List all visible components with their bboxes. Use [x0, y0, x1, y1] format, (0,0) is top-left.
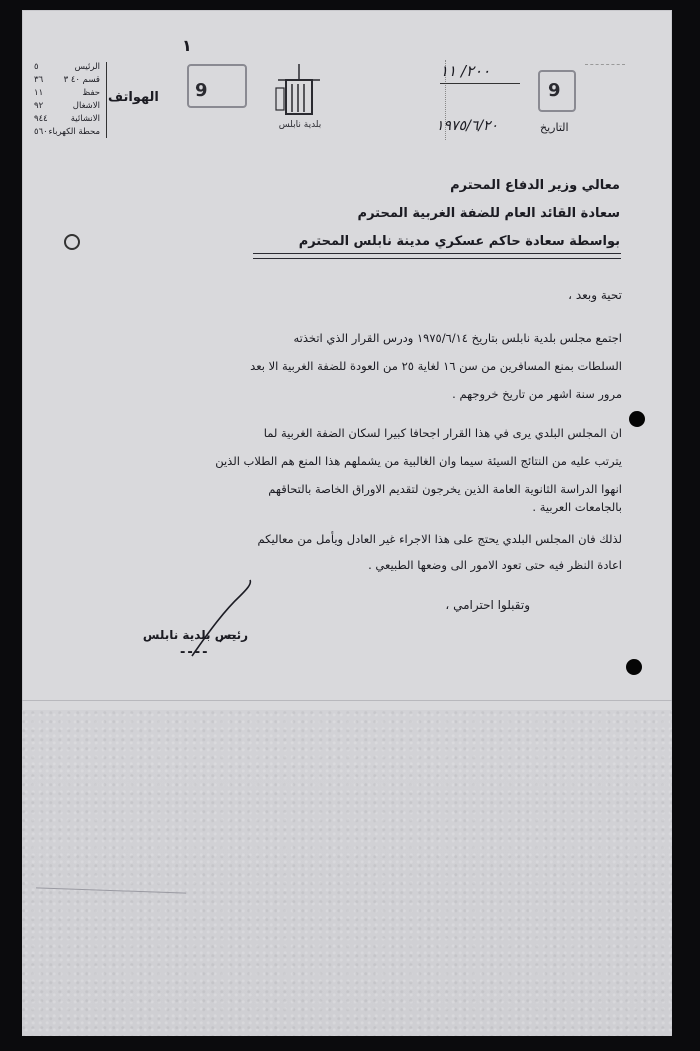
- logo-emblem-icon: [268, 62, 332, 132]
- paragraph-2-line-1: ان المجلس البلدي يرى في هذا القرار اجحافا كبيرا لسكان الضفة الغربية لما: [263, 426, 622, 440]
- phones-label: الهواتف: [108, 90, 159, 105]
- phone-row-label: محطة الكهرباء: [48, 127, 100, 137]
- addressee-line-1: معالي وزير الدفاع المحترم: [450, 178, 620, 193]
- phone-row-label: الانشائية: [70, 114, 100, 124]
- addressee-line-2: سعادة القائد العام للضفة الغربية المحترم: [357, 206, 620, 221]
- phone-row-number: ٥٦٠: [34, 127, 48, 137]
- phone-row-label: الاشغال: [72, 101, 100, 111]
- phone-row-label: حفظ: [82, 88, 100, 98]
- punch-hole-top: [629, 411, 645, 427]
- paragraph-2-line-3: انهوا الدراسة الثانوية العامة الذين يخرجون لتقديم الاوراق الخاصة بالتحاقهم: [268, 482, 622, 496]
- phone-row: [34, 75, 100, 88]
- phone-row-label: الرئيس: [74, 62, 100, 72]
- phone-row: [34, 88, 100, 101]
- signature-dashes: ----: [180, 645, 210, 660]
- phone-row-label: قسم ٤٠ ٣: [63, 75, 100, 85]
- lower-page-fold: [22, 700, 672, 701]
- stamp-box-right: [538, 70, 576, 112]
- addressee-underline-1: [253, 253, 621, 254]
- municipality-logo: [268, 62, 332, 132]
- date-label: التاريخ: [540, 121, 569, 134]
- paragraph-2-line-2: يترتب عليه من النتائج السيئة سيما وان الغالبية من يشملهم هذا المنع هم الطلاب الذين: [215, 454, 622, 468]
- phone-row-number: ١١: [34, 88, 44, 98]
- phone-row: [34, 101, 100, 114]
- date-value: ١٩٧٥/٦/٢٠: [436, 118, 499, 134]
- document-sheet: [22, 10, 672, 1036]
- phone-row-number: ٩٢: [34, 101, 44, 111]
- reference-number: ٢٠٠/ ١١: [440, 62, 491, 80]
- stamp-number-right: 9: [548, 80, 561, 101]
- svg-text:بلدية نابلس: بلدية نابلس: [278, 120, 322, 130]
- stamp-box-left: [187, 64, 247, 108]
- paragraph-2-line-4: بالجامعات العربية .: [532, 500, 622, 514]
- phone-directory: [34, 62, 100, 140]
- corner-mark: ١: [182, 36, 192, 55]
- greeting: تحية وبعد ،: [568, 288, 622, 302]
- phone-row-number: ٩٤٤: [34, 114, 48, 124]
- addressee-underline-2: [253, 258, 621, 259]
- punch-hole-bottom: [626, 659, 642, 675]
- phone-row: [34, 62, 100, 75]
- phone-list: [34, 62, 100, 140]
- dotted-mark: [585, 64, 625, 81]
- stamp-number-left: 9: [195, 80, 208, 101]
- phone-row-number: ٥: [34, 62, 39, 72]
- phone-row-number: ٣٦: [34, 75, 44, 85]
- closing: وتقبلوا احترامي ،: [445, 598, 530, 612]
- phone-row: [34, 114, 100, 127]
- paragraph-1-line-3: مرور سنة اشهر من تاريخ خروجهم .: [452, 387, 622, 401]
- paragraph-3-line-2: اعادة النظر فيه حتى تعود الامور الى وضعها الطبيعي .: [368, 558, 622, 572]
- phone-bracket: [101, 62, 107, 138]
- circle-mark: [64, 234, 80, 250]
- paragraph-1-line-2: السلطات بمنع المسافرين من سن ١٦ لغاية ٢٥ من العودة للضفة الغربية الا بعد: [250, 359, 622, 373]
- paragraph-1-line-1: اجتمع مجلس بلدية نابلس بتاريخ ١٩٧٥/٦/١٤ ودرس القرار الذي اتخذته: [293, 331, 622, 345]
- paragraph-3-line-1: لذلك فان المجلس البلدي يحتج على هذا الاجراء غير العادل ويأمل من معاليكم: [257, 532, 622, 546]
- phone-row: [34, 127, 100, 140]
- addressee-line-3: بواسطة سعادة حاكم عسكري مدينة نابلس المحترم: [298, 234, 620, 249]
- signature-title: رئيس بلدية نابلس: [142, 628, 248, 642]
- reference-underline: [440, 83, 520, 84]
